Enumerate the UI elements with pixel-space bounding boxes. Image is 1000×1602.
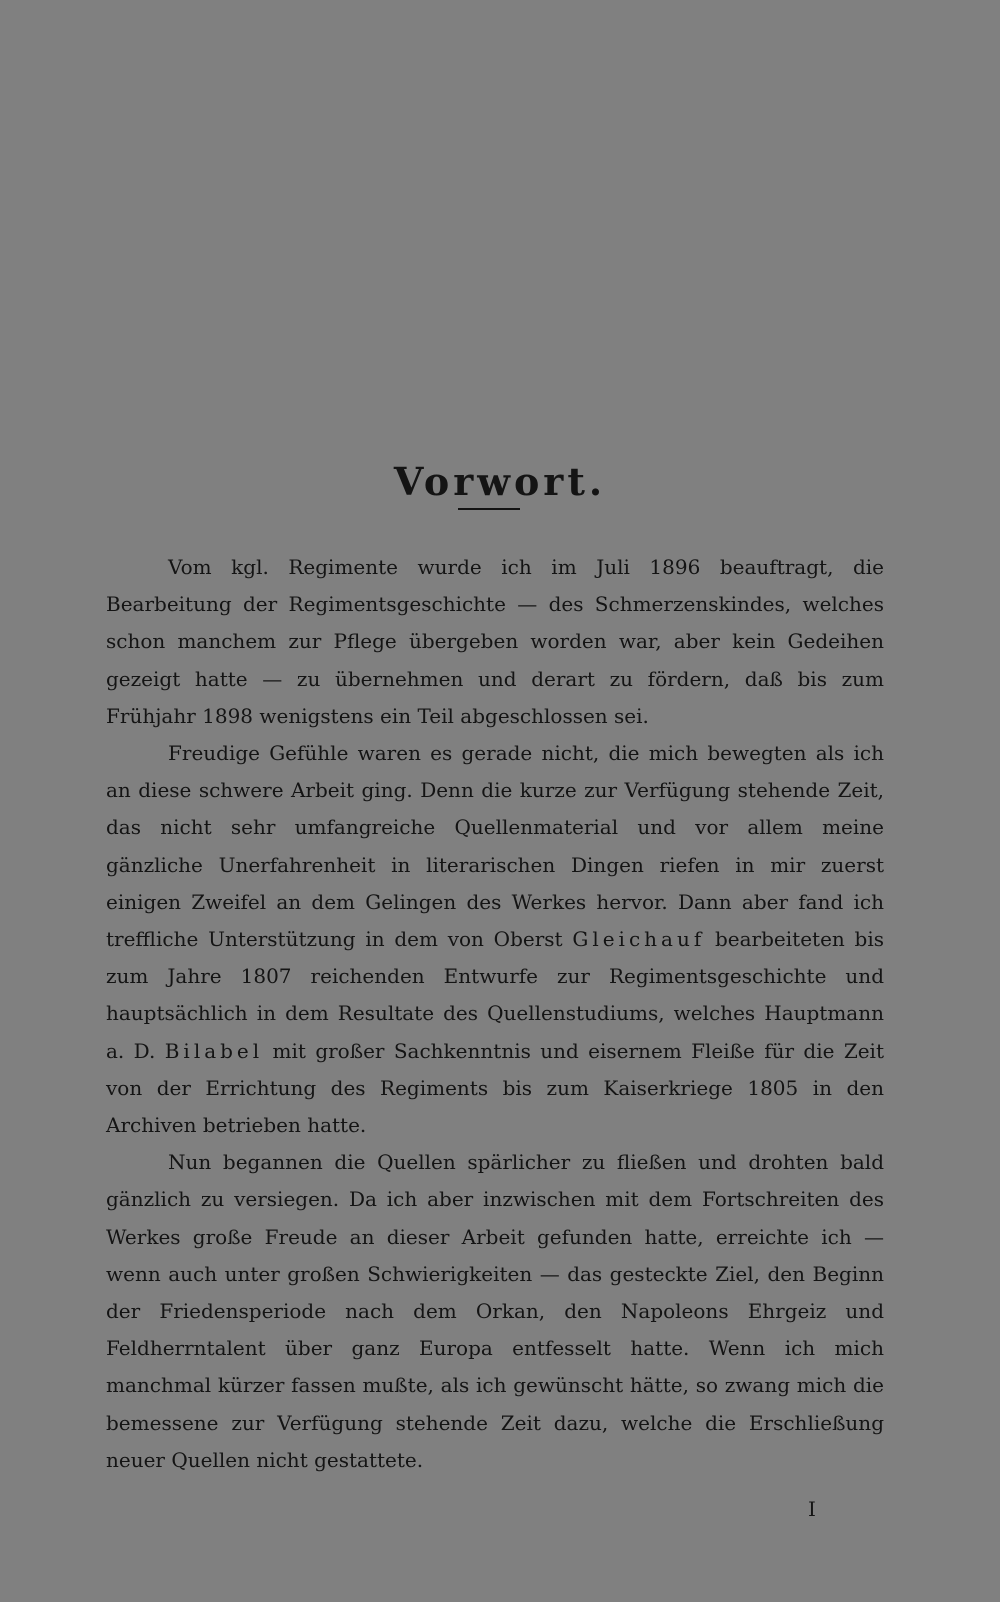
preface-body <box>106 549 884 1479</box>
paragraph-2 <box>106 735 884 1144</box>
paragraph-text: Freudige Gefühle waren es gerade nicht, die mich bewegten als ich an diese schwere Arbeit ging. Denn die kurze zur Verfügung stehende Zeit, das nicht sehr umfangreiche Quellenmaterial und vor allem meine gänzliche Unerfahrenheit in literarischen Dingen riefen in mir zuerst einigen Zweifel an dem Gelingen des Werkes hervor. Dann aber fand ich treffliche Unterstützung in dem von Oberst <box>106 741 884 952</box>
paragraph-3 <box>106 1144 884 1479</box>
paragraph-text: mit großer Sachkenntnis und eisernem Fleiße für die Zeit von der Errichtung des Regiments bis zum Kaiserkriege 1805 in den Archiven betrieben hatte. <box>106 1038 884 1138</box>
paragraph-text: bearbeiteten bis zum Jahre 1807 reichenden Entwurfe zur Regimentsgeschichte und hauptsächlich in dem Resultate des Quellenstudiums, welches Hauptmann a. D. <box>106 927 884 1063</box>
spaced-name-gleichauf: Gleichauf <box>572 927 706 952</box>
title-divider <box>458 508 520 510</box>
page-number: I <box>808 1497 816 1521</box>
paragraph-text: Nun begannen die Quellen spärlicher zu fließen und drohten bald gänzlich zu versiegen. Da ich aber inzwischen mit dem Fortschreiten des Werkes große Freude an dieser Arbeit gefunden hatte, erreichte ich — wenn auch unter großen Schwierigkeiten — das gesteckte Ziel, den Beginn der Friedensperiode nach dem Orkan, den Napoleons Ehrgeiz und Feldherrntalent über ganz Europa entfesselt hatte. Wenn ich mich manchmal kürzer fassen mußte, als ich gewünscht hätte, so zwang mich die bemessene zur Verfügung stehende Zeit dazu, welche die Erschließung neuer Quellen nicht gestattete. <box>106 1150 884 1472</box>
page-title: Vorwort. <box>393 459 607 505</box>
paragraph-1 <box>106 549 884 735</box>
spaced-name-bilabel: Bilabel <box>164 1038 264 1063</box>
paragraph-text: Vom kgl. Regimente wurde ich im Juli 1896 beauftragt, die Bearbeitung der Regimentsgeschichte — des Schmerzenskindes, welches schon manchem zur Pflege übergeben worden war, aber kein Gedeihen gezeigt hatte — zu übernehmen und derart zu fördern, daß bis zum Frühjahr 1898 wenigstens ein Teil abgeschlossen sei. <box>106 555 884 728</box>
